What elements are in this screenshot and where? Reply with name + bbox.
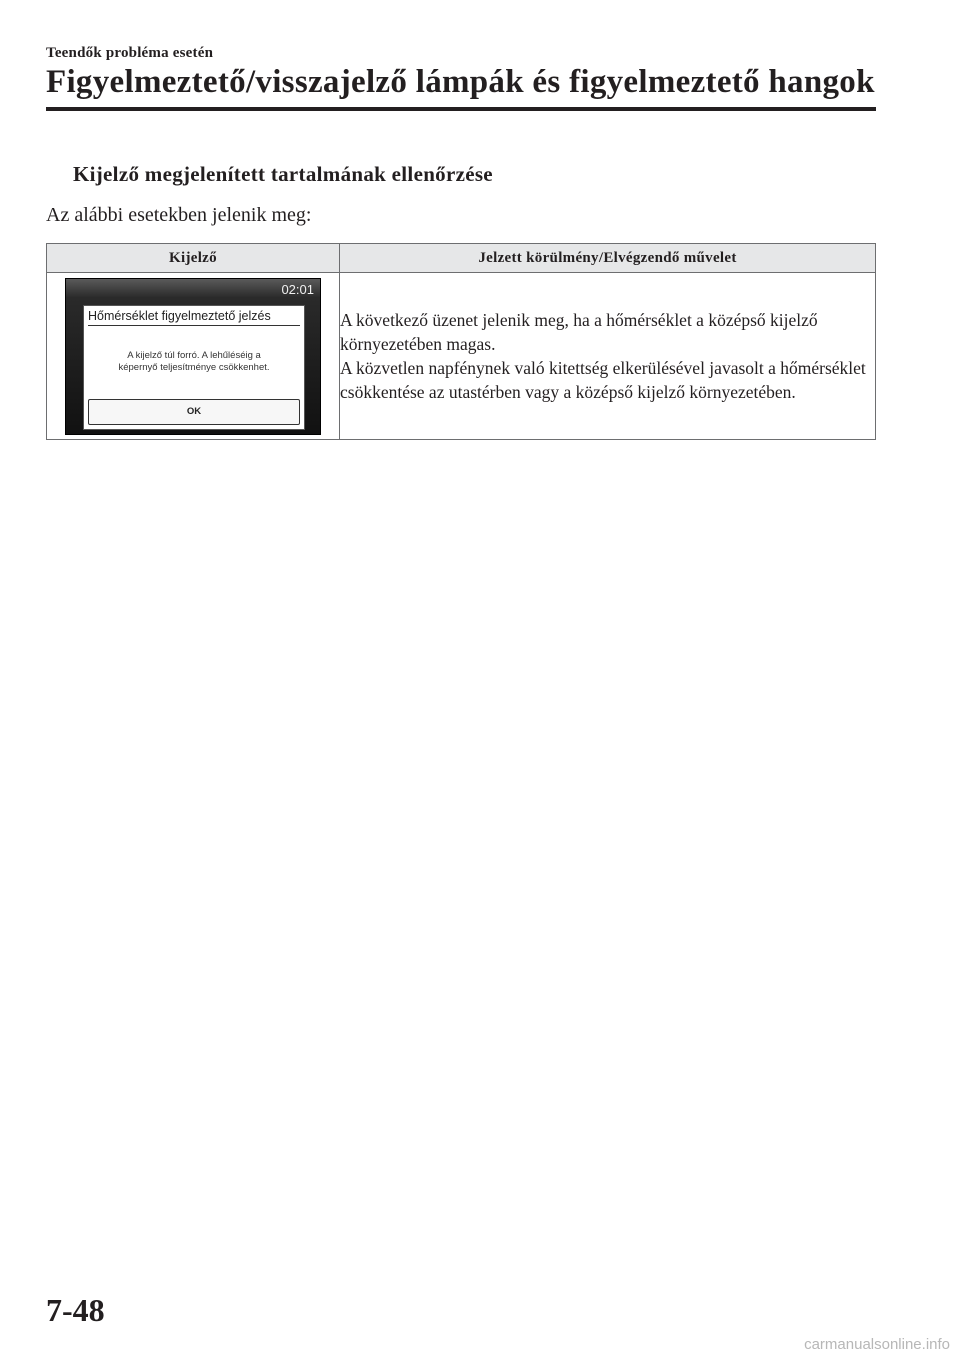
condition-text-1: A következő üzenet jelenik meg, ha a hőmérséklet a középső kijelző környezetében magas.: [340, 310, 818, 354]
ok-button[interactable]: OK: [88, 399, 300, 425]
table-header-display: Kijelző: [47, 244, 340, 273]
dialog-title: Hőmérséklet figyelmeztető jelzés: [88, 309, 300, 326]
page-number: 7-48: [46, 1292, 105, 1328]
dialog-message-line2: képernyő teljesítménye csökkenhet.: [118, 361, 270, 373]
clock-display: 02:01: [281, 281, 314, 297]
warning-dialog: [83, 305, 305, 430]
dialog-message: [88, 350, 300, 374]
watermark: carmanualsonline.info: [804, 1336, 950, 1353]
intro-text: Az alábbi esetekben jelenik meg:: [46, 204, 312, 226]
section-label: Teendők probléma esetén: [46, 45, 214, 61]
dialog-message-line1: A kijelző túl forró. A lehűléséig a: [127, 349, 261, 361]
subheading: Kijelző megjelenített tartalmának ellenőrzése: [73, 162, 493, 186]
screen-image: [65, 278, 321, 435]
table-header-condition: Jelzett körülmény/Elvégzendő művelet: [340, 244, 876, 273]
table-row: [47, 273, 876, 440]
condition-text-2: A közvetlen napfénynek való kitettség elkerülésével javasolt a hőmérséklet csökkentése az utastérben vagy a középső kijelző környezetében.: [340, 358, 866, 402]
display-cell: [47, 273, 340, 440]
page-title: Figyelmeztető/visszajelző lámpák és figyelmeztető hangok: [46, 64, 875, 100]
table-header-row: [47, 244, 876, 273]
info-table: [46, 243, 876, 440]
title-rule: [46, 107, 876, 111]
condition-cell: [340, 273, 876, 440]
